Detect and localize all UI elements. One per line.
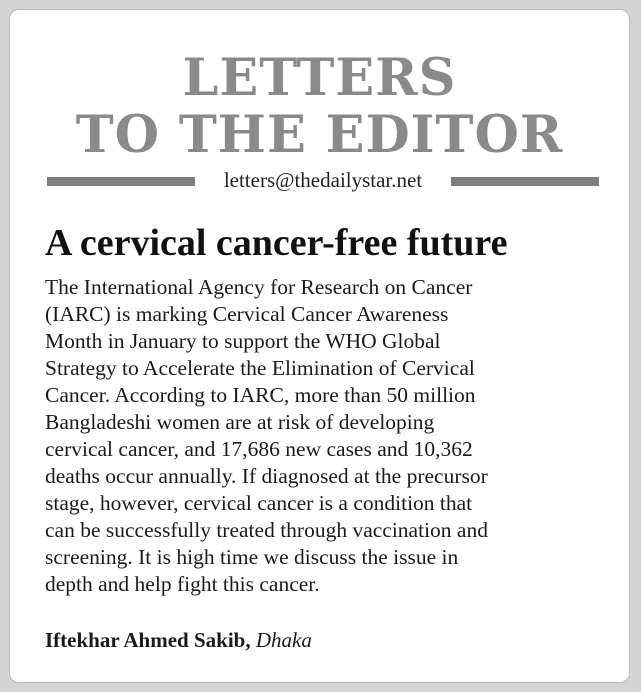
body-line: Month in January to support the WHO Global	[45, 329, 441, 353]
body-line: screening. It is high time we discuss the issue in	[45, 545, 459, 569]
masthead-title-line1: LETTERS	[182, 48, 457, 108]
letter-signature	[45, 627, 312, 653]
letter-body	[45, 274, 620, 598]
letter-headline: A cervical cancer-free future	[45, 222, 508, 264]
masthead-title-line2: TO THE EDITOR	[75, 105, 564, 165]
body-line: stage, however, cervical cancer is a condition that	[45, 491, 473, 515]
body-line: deaths occur annually. If diagnosed at the precursor	[45, 464, 488, 488]
author-location: Dhaka	[255, 628, 312, 652]
author-name: Iftekhar Ahmed Sakib,	[45, 628, 251, 652]
body-line: Cancer. According to IARC, more than 50 million	[45, 383, 476, 407]
body-line: can be successfully treated through vaccination and	[45, 518, 488, 542]
editor-email: letters@thedailystar.net	[223, 168, 423, 192]
body-line: The International Agency for Research on Cancer	[45, 275, 473, 299]
body-line: (IARC) is marking Cervical Cancer Awareness	[45, 302, 449, 326]
letter-card	[9, 9, 630, 683]
email-rule-row	[47, 168, 599, 192]
right-divider	[451, 177, 599, 186]
body-line: cervical cancer, and 17,686 new cases and 10,362	[45, 437, 473, 461]
body-line: Strategy to Accelerate the Elimination of Cervical	[45, 356, 475, 380]
body-line: depth and help fight this cancer.	[45, 572, 320, 596]
body-line: Bangladeshi women are at risk of developing	[45, 410, 435, 434]
